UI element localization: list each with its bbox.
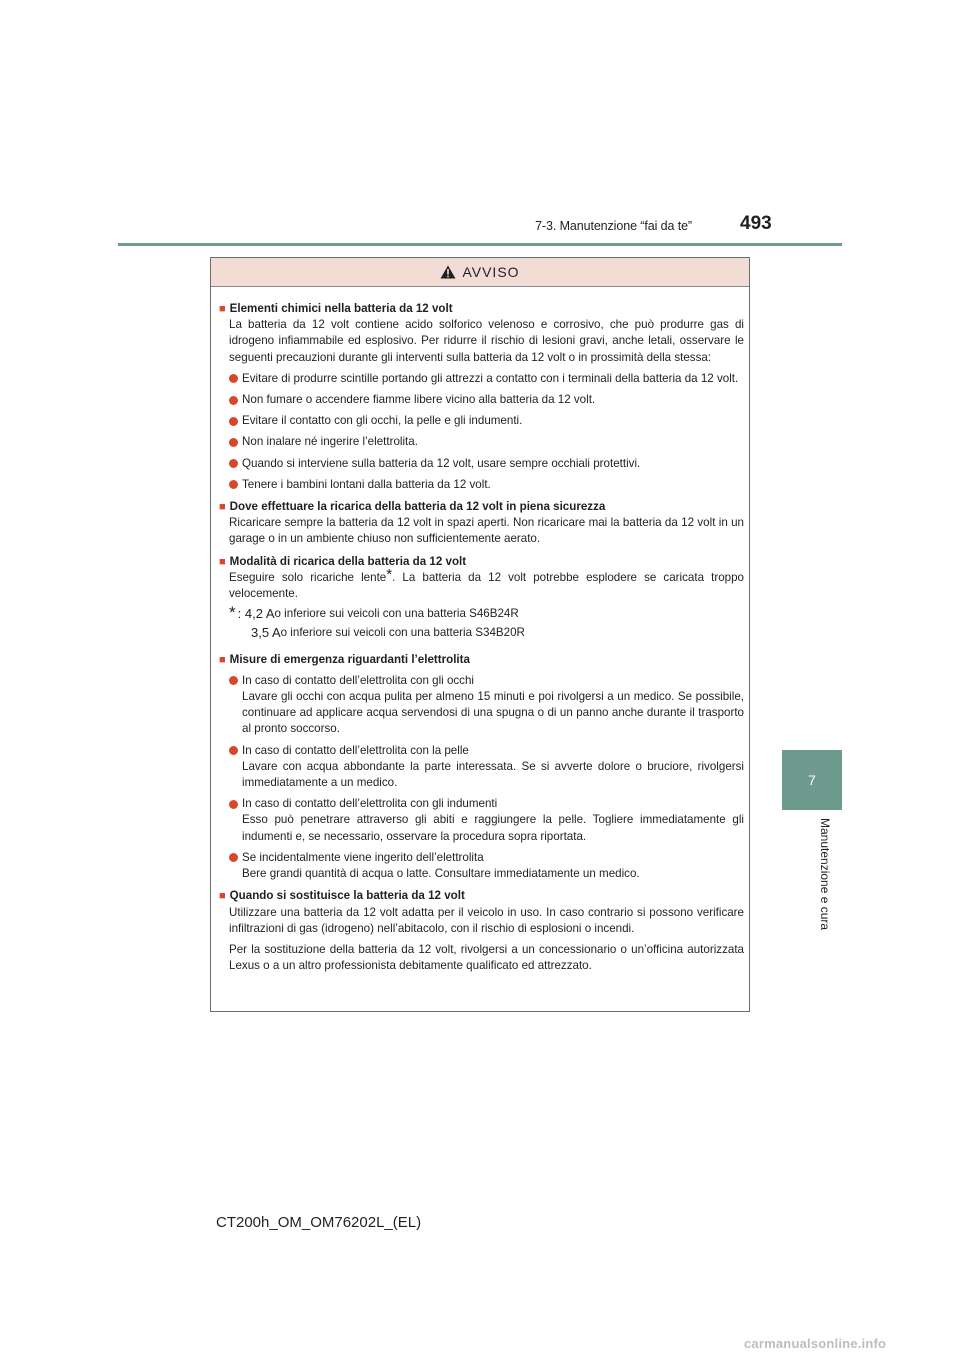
square-bullet-icon: ■ — [219, 653, 226, 666]
list-item-text — [242, 743, 744, 792]
warning-header — [211, 258, 749, 287]
section-title-text: Dove effettuare la ricarica della batteria da 12 volt in piena sicurezza — [229, 500, 606, 514]
section-title — [219, 888, 744, 904]
footnote-text: o inferiore sui veicoli con una batteria S46B24R — [274, 607, 519, 621]
list-item — [229, 392, 744, 408]
footnote-line — [229, 625, 744, 641]
section-title — [219, 554, 744, 570]
paragraph-text: Eseguire solo ricariche lente — [229, 570, 387, 584]
section-emergency — [219, 652, 744, 883]
list-item-body: Bere grandi quantità di acqua o latte. Consultare immediatamente un medico. — [242, 867, 640, 881]
list-item — [229, 371, 744, 387]
chapter-number: 7 — [808, 772, 816, 788]
list-item-text: Non fumare o accendere fiamme libere vicino alla batteria da 12 volt. — [242, 393, 596, 407]
warning-title: AVVISO — [462, 264, 520, 280]
list-item-text — [242, 796, 744, 845]
list-item-text — [242, 673, 744, 738]
round-bullet-icon — [229, 459, 238, 468]
round-bullet-icon — [229, 374, 238, 383]
header-rule — [118, 243, 842, 246]
warning-box — [210, 257, 750, 1012]
header-section-title: 7-3. Manutenzione “fai da te” — [535, 219, 692, 233]
square-bullet-icon: ■ — [219, 501, 226, 514]
warning-body — [211, 287, 749, 974]
footnote-value: 3,5 A — [251, 625, 281, 641]
list-item — [229, 456, 744, 472]
list-item-head: In caso di contatto dell’elettrolita con gli occhi — [242, 673, 475, 687]
page-number: 493 — [740, 213, 772, 234]
list-item-text: Evitare il contatto con gli occhi, la pelle e gli indumenti. — [242, 414, 523, 428]
section-title-text: Misure di emergenza riguardanti l’elettrolita — [229, 652, 470, 666]
section-paragraph — [229, 565, 744, 602]
round-bullet-icon — [229, 800, 238, 809]
section-chemicals — [219, 301, 744, 493]
round-bullet-icon — [229, 853, 238, 862]
list-item — [229, 743, 744, 792]
chapter-label: Manutenzione e cura — [818, 818, 832, 931]
footnote-mark: * — [229, 603, 236, 623]
list-item — [229, 673, 744, 738]
section-replacement — [219, 888, 744, 974]
footnote-text: o inferiore sui veicoli con una batteria S34B20R — [280, 626, 525, 640]
list-item-text — [242, 850, 744, 882]
round-bullet-icon — [229, 676, 238, 685]
section-title-text: Elementi chimici nella batteria da 12 volt — [229, 302, 453, 315]
round-bullet-icon — [229, 438, 238, 447]
section-title-text: Modalità di ricarica della batteria da 12 volt — [229, 554, 467, 568]
square-bullet-icon: ■ — [219, 555, 226, 568]
square-bullet-icon: ■ — [219, 890, 226, 903]
list-item-head: In caso di contatto dell’elettrolita con la pelle — [242, 743, 469, 757]
section-paragraph: Ricaricare sempre la batteria da 12 volt in spazi aperti. Non ricaricare mai la batteria da 12 volt in un garage o in un ambiente chiuso non sufficientemente aerato. — [229, 516, 744, 546]
warning-triangle-icon — [440, 265, 456, 279]
list-item-body: Esso può penetrare attraverso gli abiti e raggiungere la pelle. Togliere immediatamente gli indumenti e, se necessario, osservare la procedura sopra riportata. — [242, 813, 744, 843]
section-paragraph: La batteria da 12 volt contiene acido solforico velenoso e corrosivo, che può produrre gas di idrogeno infiammabile ed esplosivo. Per ridurre il rischio di lesioni gravi, anche letali, osservare le seguenti precauzioni durante gli interventi sulla batteria da 12 volt o in prossimità della stessa: — [229, 318, 744, 364]
list-item-body: Lavare con acqua abbondante la parte interessata. Se si avverte dolore o bruciore, rivolgersi immediatamente a un medico. — [242, 759, 744, 790]
section-paragraph: Utilizzare una batteria da 12 volt adatta per il veicolo in uso. In caso contrario si possono verificare infiltrazioni di gas (idrogeno) nell’abitacolo, con il rischio di esplosioni o incendi. — [229, 905, 744, 935]
list-item-body: Lavare gli occhi con acqua pulita per almeno 15 minuti e poi rivolgersi a un medico. Se possibile, continuare ad applicare acqua servendosi di una spugna o di un panno anche durante il trasporto al pronto soccorso. — [242, 690, 744, 736]
list-item-text: Evitare di produrre scintille portando gli attrezzi a contatto con i terminali della batteria da 12 volt. — [242, 371, 739, 385]
round-bullet-icon — [229, 746, 238, 755]
square-bullet-icon: ■ — [219, 303, 226, 315]
asterisk-mark: * — [386, 565, 393, 583]
round-bullet-icon — [229, 480, 238, 489]
footnote-line — [229, 603, 744, 623]
round-bullet-icon — [229, 417, 238, 426]
list-item — [229, 477, 744, 493]
watermark: carmanualsonline.info — [744, 1336, 887, 1351]
section-title — [219, 499, 744, 515]
list-item — [229, 850, 744, 882]
chapter-tab — [782, 750, 842, 810]
footnote-value: : 4,2 A — [237, 606, 275, 622]
list-item-text: Tenere i bambini lontani dalla batteria da 12 volt. — [242, 477, 491, 491]
section-paragraph: Per la sostituzione della batteria da 12 volt, rivolgersi a un concessionario o un’officina autorizzata Lexus o a un altro professionista debitamente qualificato ed attrezzato. — [229, 942, 744, 973]
list-item-head: In caso di contatto dell’elettrolita con gli indumenti — [242, 797, 498, 811]
section-charging-method — [219, 554, 744, 642]
list-item — [229, 796, 744, 845]
list-item-text: Non inalare né ingerire l’elettrolita. — [242, 435, 418, 449]
section-title-text: Quando si sostituisce la batteria da 12 volt — [229, 889, 465, 903]
section-title — [219, 301, 744, 317]
section-title — [219, 652, 744, 668]
footnote — [229, 603, 744, 641]
footer-document-code: CT200h_OM_OM76202L_(EL) — [216, 1214, 422, 1231]
list-item-head: Se incidentalmente viene ingerito dell’elettrolita — [242, 850, 484, 864]
list-item — [229, 413, 744, 429]
list-item-text: Quando si interviene sulla batteria da 12 volt, usare sempre occhiali protettivi. — [242, 456, 641, 470]
section-charging-location — [219, 499, 744, 548]
paragraph-text: . La batteria da 12 volt potrebbe esplodere se caricata troppo velocemente. — [229, 570, 744, 601]
list-item — [229, 434, 744, 450]
round-bullet-icon — [229, 396, 238, 405]
